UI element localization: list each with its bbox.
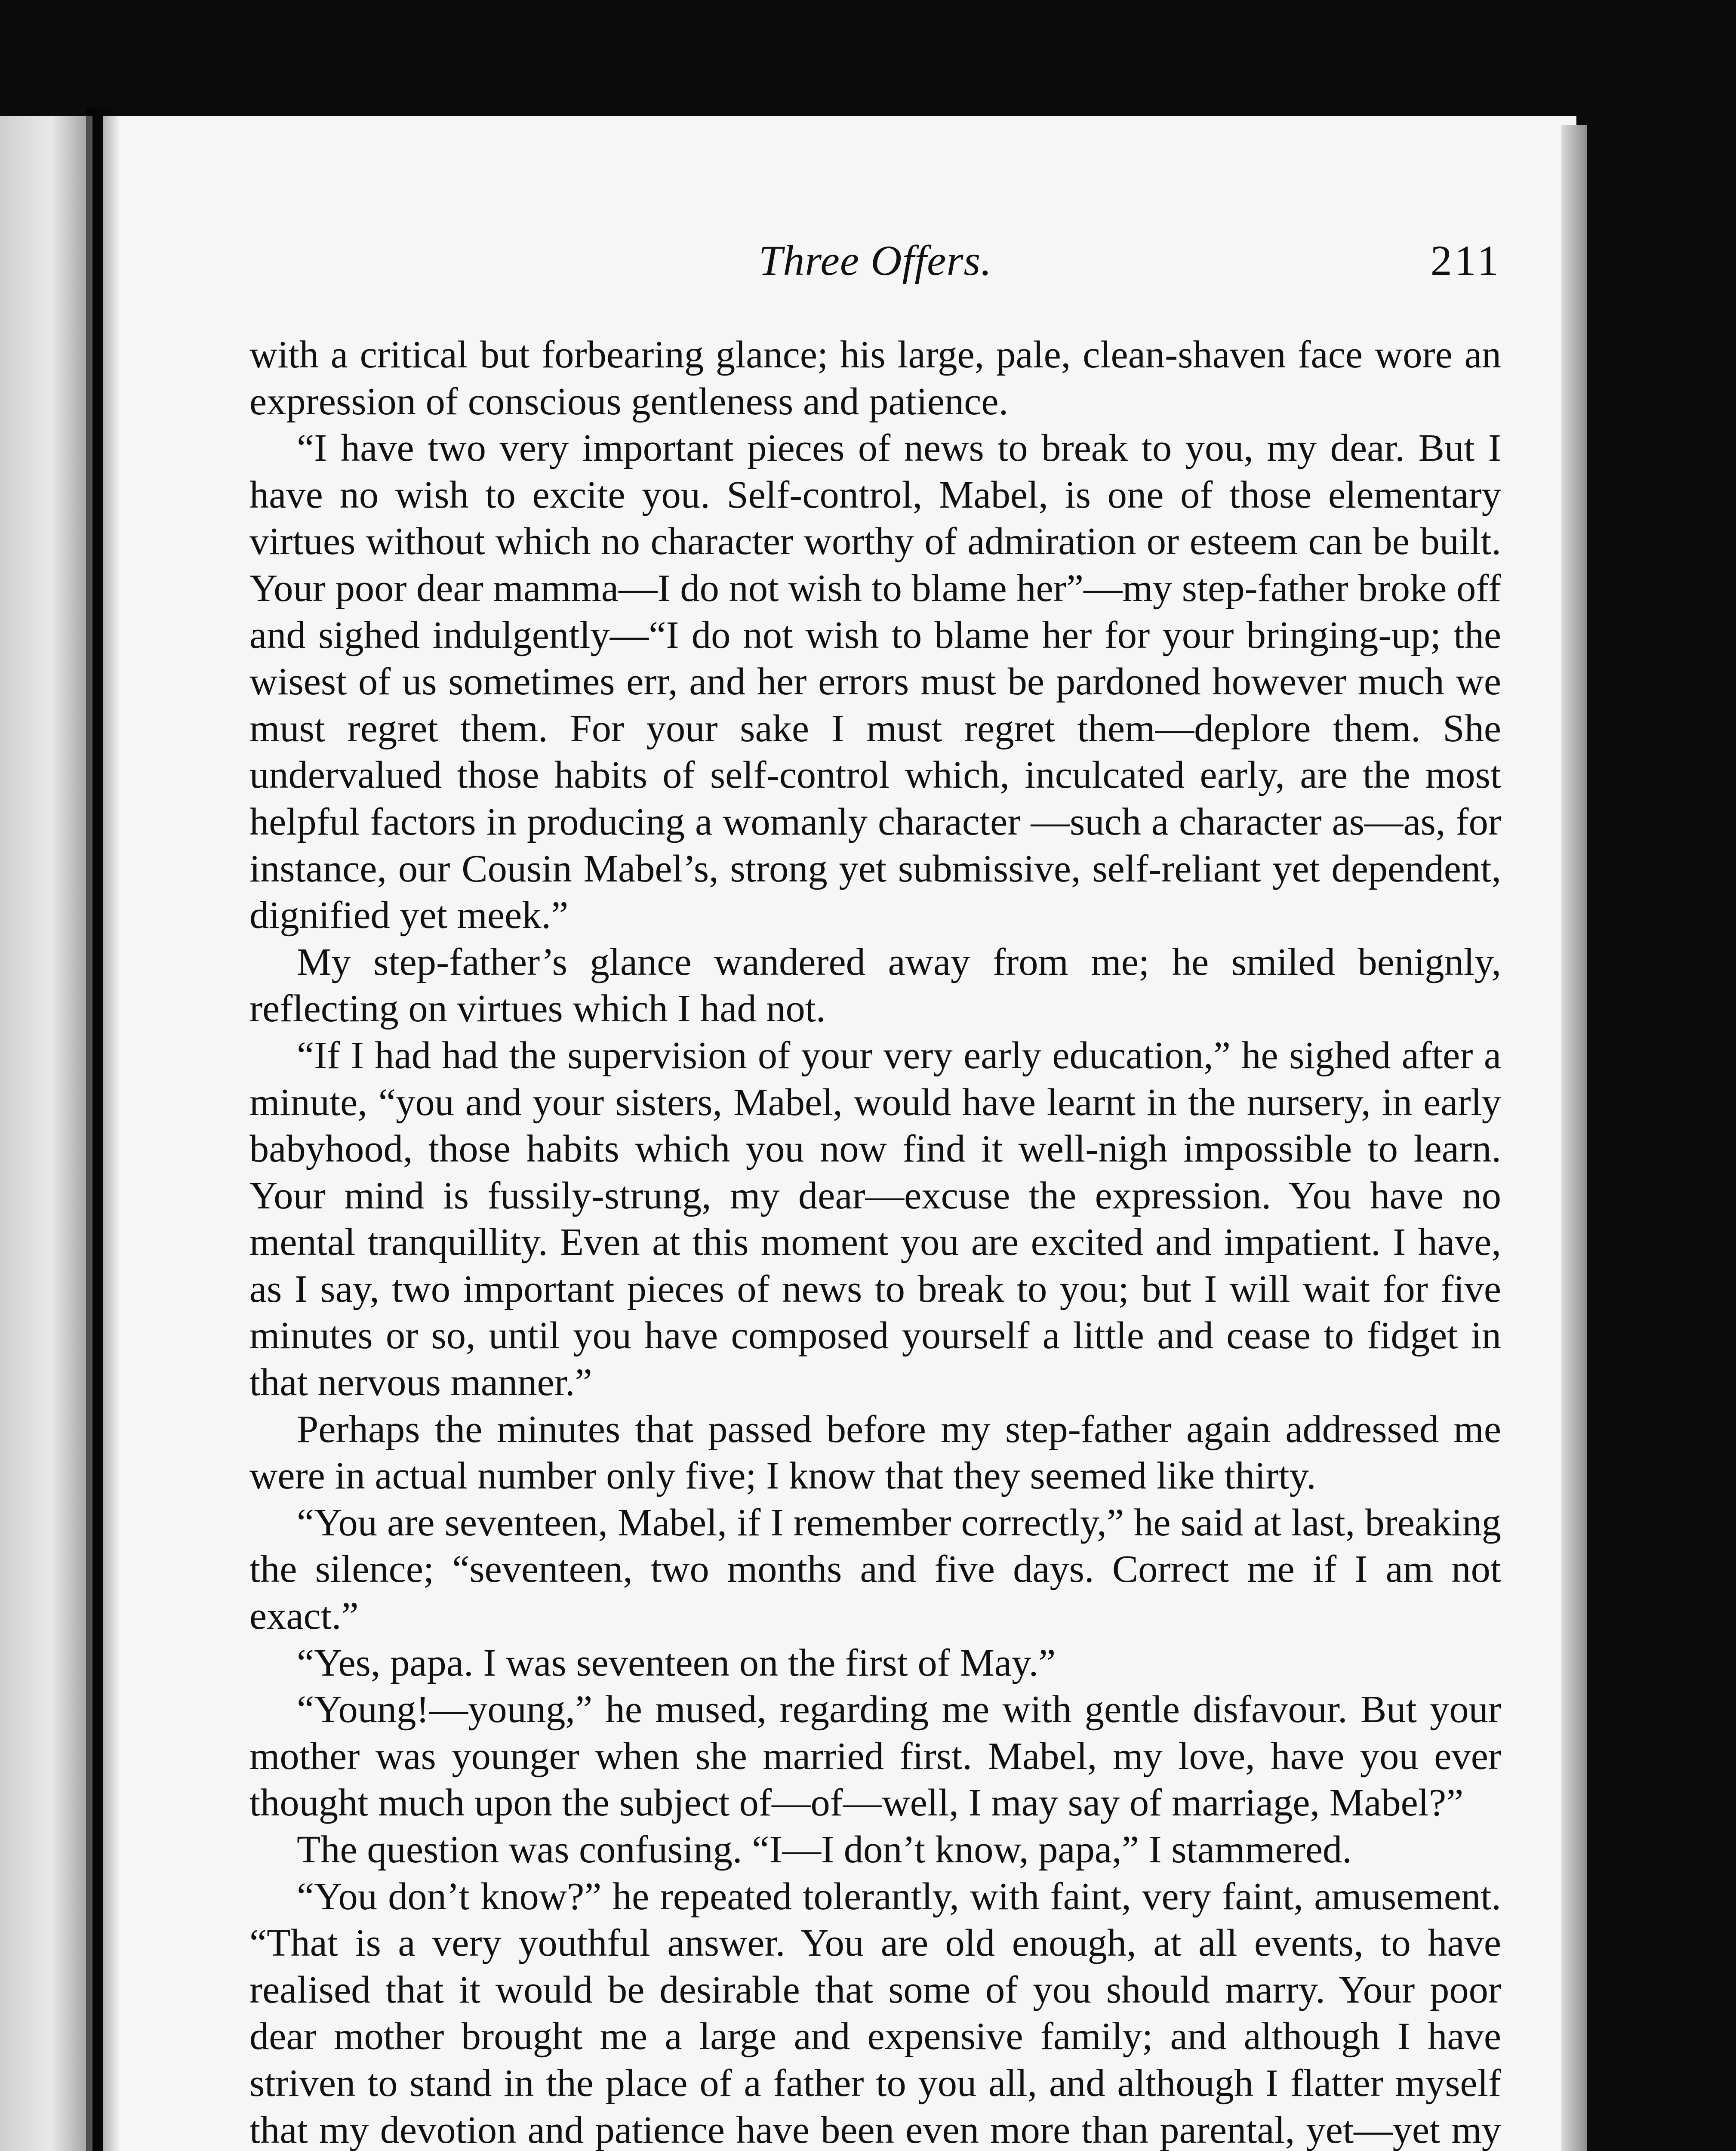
paragraph: My step-father’s glance wandered away from me; he smiled benignly, reflecting on virtues which I had not.: [249, 940, 1501, 1030]
paragraph: “Yes, papa. I was seventeen on the first of May.”: [297, 1640, 1056, 1684]
paragraph: “I have two very important pieces of news to break to you, my dear. But I have no wish to excite you. Self-control, Mabel, is one of those elementary virtues without which no character worthy of admiration or esteem can be built. Your poor dear mamma—I do not wish to blame her”—my step-father broke off and sighed indulgently—“I do not wish to blame her for your bringing-up; the wisest of us sometimes err, and her errors must be pardoned however much we must regret them. For your sake I must regret them—deplore them. She undervalued those habits of self-control which, inculcated early, are the most helpful factors in producing a womanly character —such a character as—as, for instance, our Cousin Mabel’s, strong yet submissive, self-reliant yet dependent, dignified yet meek.”: [249, 426, 1501, 937]
running-title: Three Offers.: [758, 237, 992, 284]
paragraph: Perhaps the minutes that passed before my step-father again addressed me were in actual number only five; I know that they seemed like thirty.: [249, 1407, 1501, 1498]
paragraph: “You don’t know?” he repeated tolerantly, with faint, very faint, amusement. “That is a very youthful answer. You are old enough, at all events, to have realised that it would be desirable that some of you should marry. Your poor dear mother brought me a large and expensive family; and although I have striven to stand in the place of a father to you all, and although I flatter myself that my devotion and patience have been even more than parental, yet—yet my: [249, 1874, 1501, 2151]
gutter-shadow: [86, 108, 120, 2151]
paragraph: “Young!—young,” he mused, regarding me with gentle disfavour. But your mother was younger when she married first. Mabel, my love, have you ever thought much upon the subject of—of—well, I may say of marriage, Mabel?”: [249, 1687, 1501, 1824]
paragraph: “If I had had the supervision of your very early education,” he sighed after a minute, “you and your sisters, Mabel, would have learnt in the nursery, in early babyhood, those habits which you now find it well-nigh impossible to learn. Your mind is fussily-strung, my dear—excuse the expression. You have no mental tranquillity. Even at this moment you are excited and impatient. I have, as I say, two important pieces of news to break to you; but I will wait for five minutes or so, until you have composed yourself a little and cease to fidget in that nervous manner.”: [249, 1033, 1501, 1404]
right-page-edge: [1561, 125, 1587, 2151]
body-text: [249, 331, 1501, 2151]
page-number: 211: [1430, 237, 1501, 284]
paragraph: with a critical but forbearing glance; his large, pale, clean-shaven face wore an expression of conscious gentleness and patience.: [249, 333, 1501, 423]
left-page-edge: [0, 116, 92, 2151]
paragraph: The question was confusing. “I—I don’t know, papa,” I stammered.: [297, 1827, 1352, 1871]
running-head: [249, 236, 1501, 296]
paragraph: “You are seventeen, Mabel, if I remember correctly,” he said at last, breaking the silence; “seventeen, two months and five days. Correct me if I am not exact.”: [249, 1500, 1501, 1638]
